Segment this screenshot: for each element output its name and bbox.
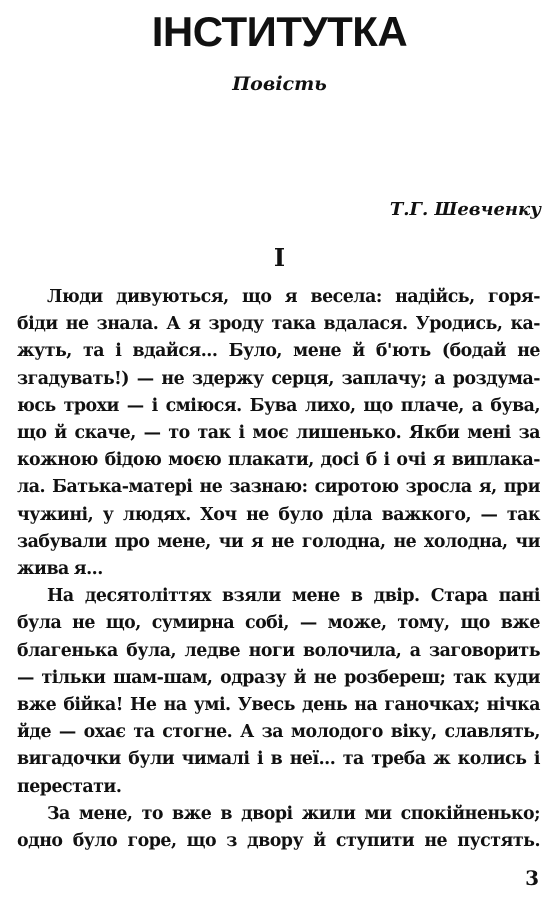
text-line: одно було горе, що з двору й ступити не пустять. [17, 831, 540, 852]
text-line: ла. Батька-матері не зазнаю: сиротою зросла я, при [17, 477, 540, 498]
paragraph-2 [17, 583, 540, 801]
text-line: жуть, та і вдайся... Було, мене й б'ють (бодай не [17, 341, 540, 362]
text-line: жива я... [17, 559, 103, 580]
paragraph-1 [17, 284, 540, 583]
text-line: була не що, сумирна собі, — може, тому, що вже [17, 613, 540, 634]
text-line: перестати. [17, 776, 122, 797]
text-line: За мене, то вже в дворі жили ми спокійненько; [47, 803, 540, 824]
body-text [17, 284, 540, 855]
genre-subtitle: Повість [232, 73, 327, 95]
paragraph-3 [17, 801, 540, 855]
text-line: кожною бідою моєю плакати, досі б і очі я виплака- [17, 450, 540, 471]
text-line: згадувать!) — не здержу серця, заплачу; а роздума- [17, 368, 540, 389]
text-line: благенька була, ледве ноги волочила, а заговорить [17, 640, 540, 661]
text-line: юсь трохи — і сміюся. Бува лихо, що плаче, а бува, [17, 395, 540, 416]
text-line: чужині, у людях. Хоч не було діла важкого, — так [17, 504, 540, 525]
text-line: забували про мене, чи я не голодна, не холодна, чи [17, 531, 540, 552]
text-line: вигадочки були чималі і в неї... та треба ж колись і [17, 749, 540, 770]
dedication: Т.Г. Шевченку [389, 199, 541, 220]
text-line: вже бійка! Не на умі. Увесь день на ганочках; нічка [17, 695, 540, 716]
book-title: ІНСТИТУТКА [151, 8, 408, 55]
text-line: — тільки шам-шам, одразу й не розбереш; так куди [17, 667, 540, 688]
text-line: що й скаче, — то так і моє лишенько. Якби мені за [17, 423, 540, 444]
text-line: Люди дивуються, що я весела: надійсь, горя- [47, 287, 540, 307]
chapter-number: I [273, 243, 286, 272]
text-line: На десятоліттях взяли мене в двір. Стара пані [47, 586, 540, 607]
page-number: 3 [525, 866, 539, 890]
text-line: біди не знала. А я зроду така вдалася. Уродись, ка- [17, 314, 540, 335]
text-line: йде — охає та стогне. А за молодого віку, славлять, [17, 722, 540, 743]
